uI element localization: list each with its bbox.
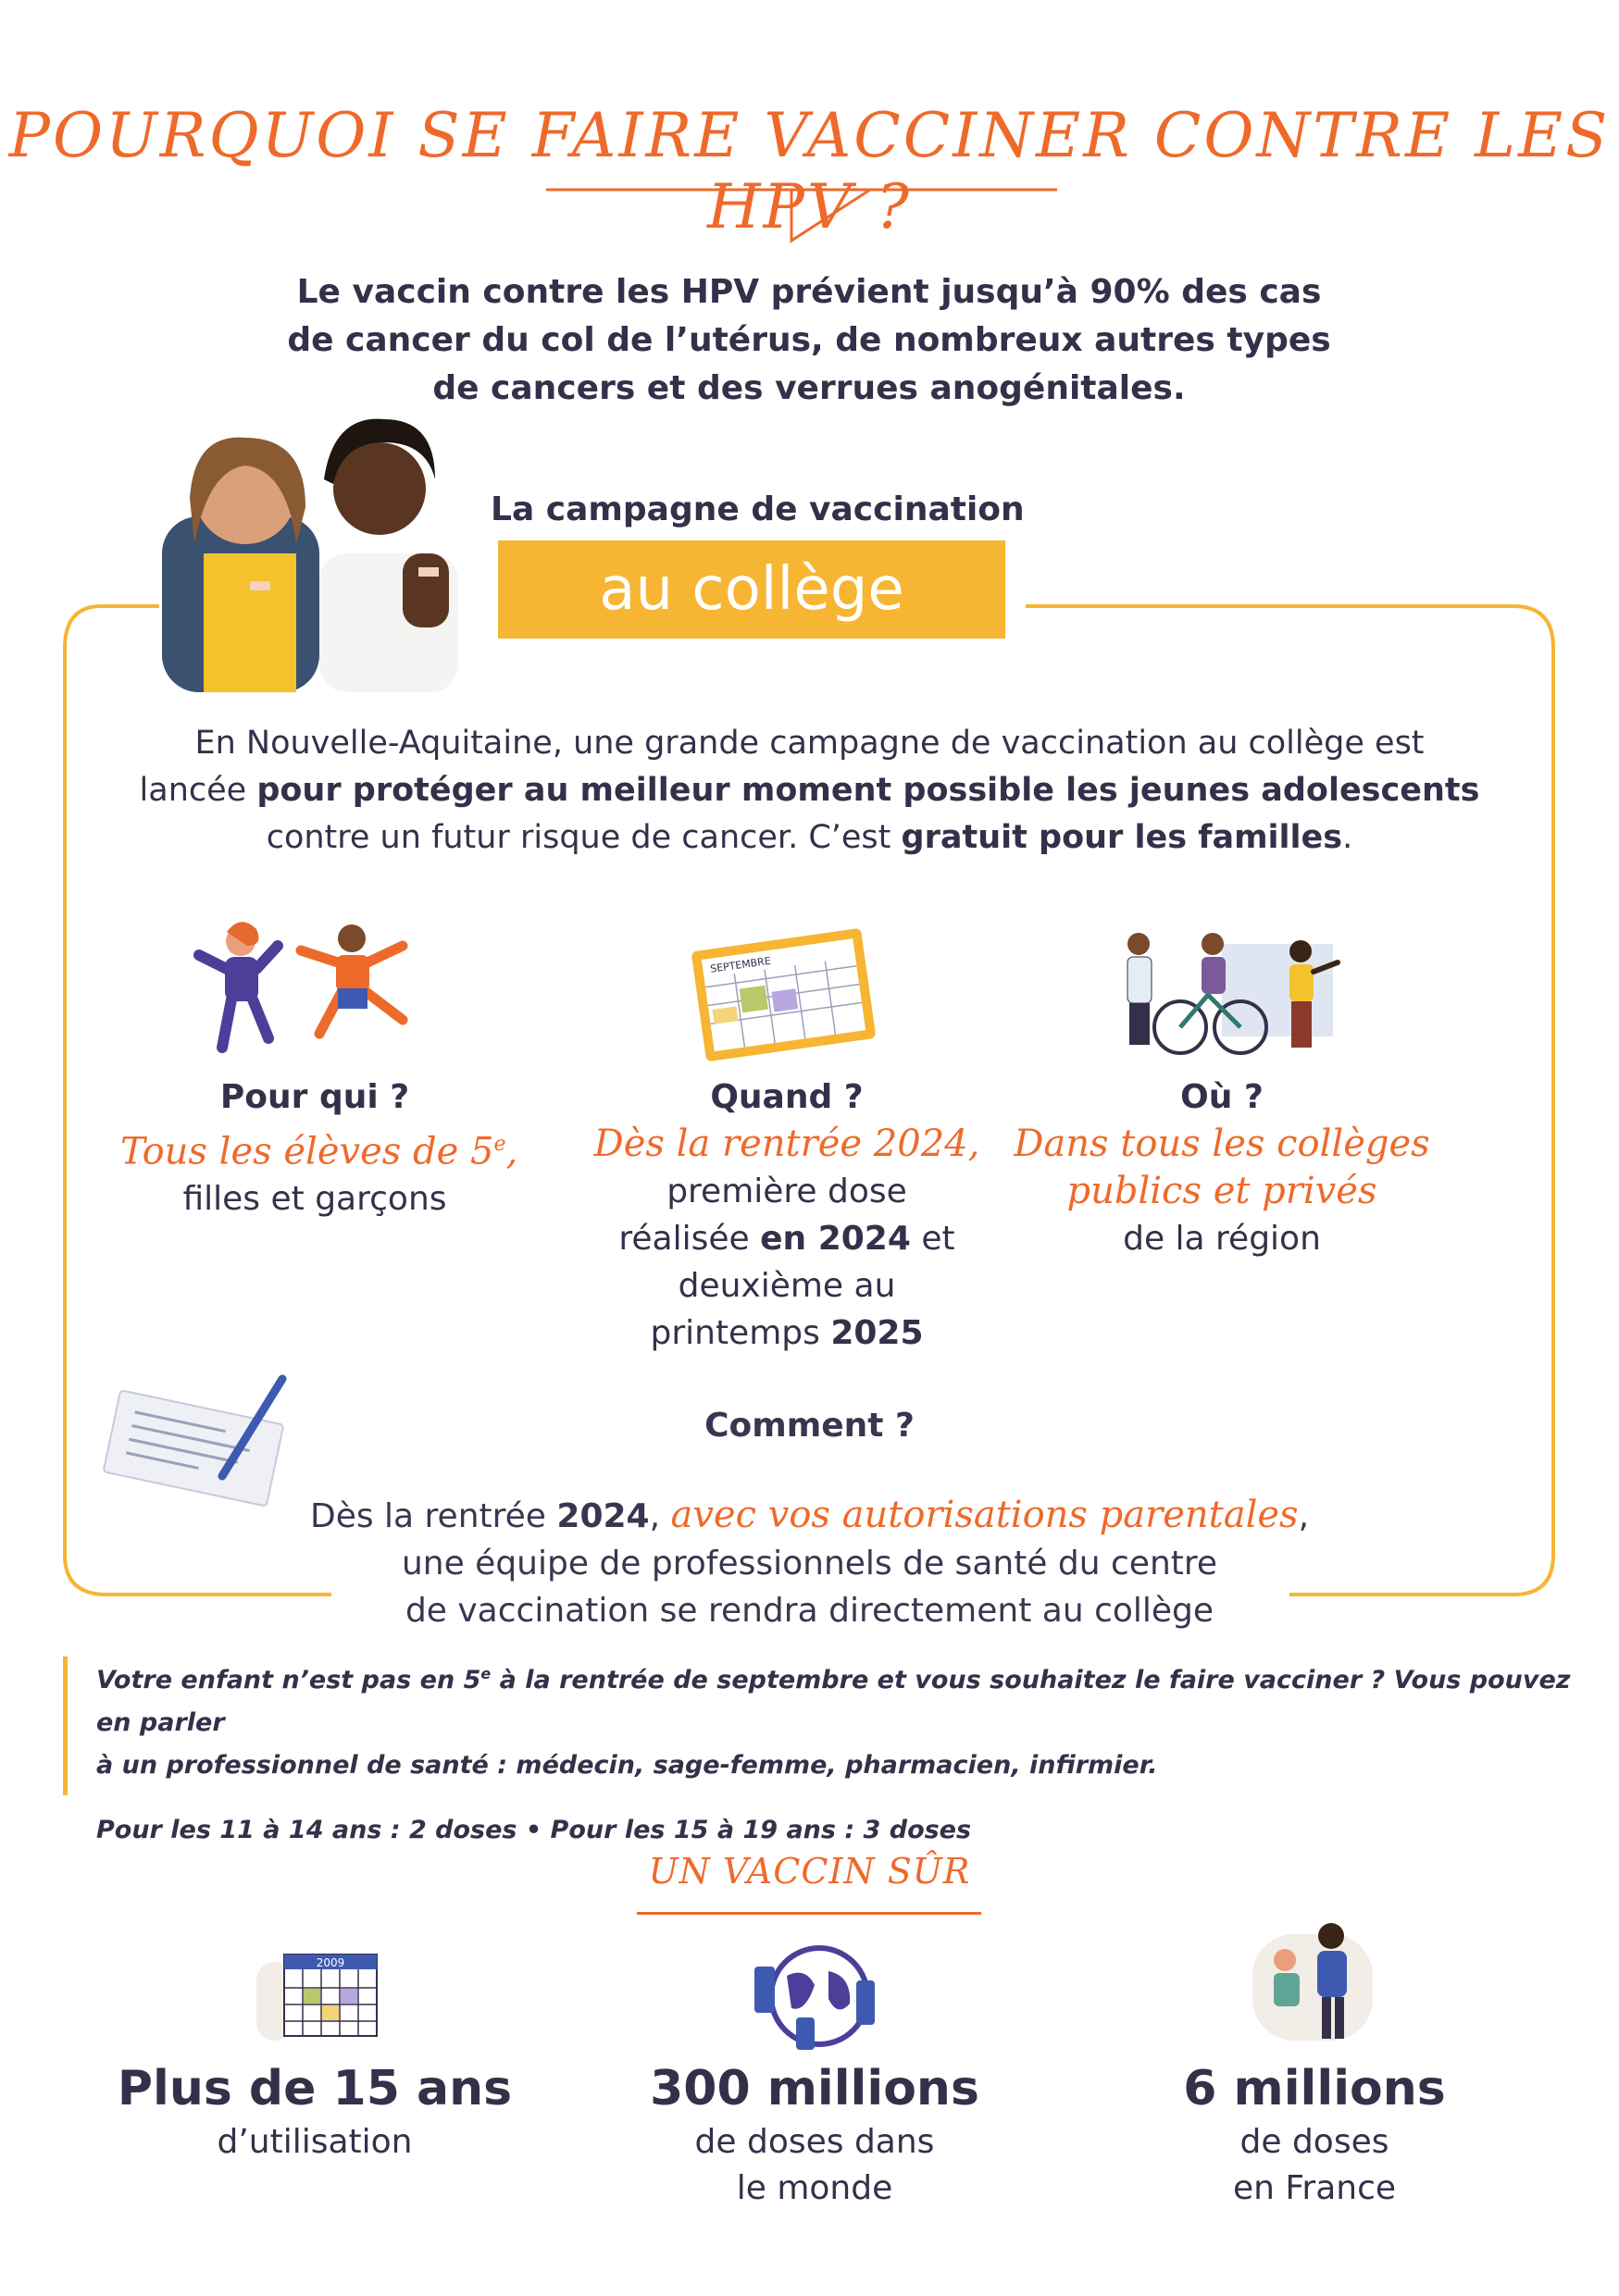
- dose-schedule: Pour les 11 à 14 ans : 2 doses • Pour les 15 à 19 ans : 3 doses: [96, 1816, 972, 1844]
- jumping-kids-illustration: [190, 918, 421, 1057]
- intro-text: Le vaccin contre les HPV prévient jusqu’à 90% des cas de cancer du col de l’utérus, de nombreux autres types de cancers et des verrues anogénitales.: [287, 273, 1331, 407]
- how-heading: Comment ?: [704, 1407, 915, 1445]
- stat-france-doses: 6 millions de doses en France: [1183, 2061, 1446, 2207]
- calendar-year-label: 2009: [316, 1956, 345, 1969]
- note-accent-bar: [63, 1657, 68, 1795]
- globe-vaccines-icon: [750, 1939, 879, 2050]
- healthcare-worker-icon: [1248, 1916, 1377, 2045]
- where-column: Où ? Dans tous les collèges publics et privés de la région: [1009, 1074, 1435, 1262]
- when-heading: Quand ?: [710, 1078, 864, 1116]
- page-title: POURQUOI SE FAIRE VACCINER CONTRE LES HPV ?: [8, 100, 1611, 242]
- campaign-description: En Nouvelle-Aquitaine, une grande campagne de vaccination au collège est lancée pour protéger au meilleur moment possible les jeunes adolescents contre un futur risque de cancer. C’est gratuit pour les familles.: [139, 725, 1480, 856]
- when-column: Quand ? Dès la rentrée 2024, première dose réalisée en 2024 et deuxième au printemps 2025: [574, 1074, 1000, 1357]
- stat-usage: Plus de 15 ans d’utilisation: [117, 2061, 513, 2161]
- calendar-2009-icon: [252, 1943, 381, 2045]
- calendar-illustration: [687, 925, 881, 1064]
- campaign-label: La campagne de vaccination: [491, 490, 1025, 528]
- safe-heading-underline: [637, 1912, 981, 1915]
- campaign-badge: au collège: [498, 540, 1005, 639]
- older-children-note: Votre enfant n’est pas en 5e à la rentrée de septembre et vous souhaitez le faire vacciner ? Vous pouvez en parler à un professionnel de santé : médecin, sage-femme, pharmacien, infirmier. Pour les 11 à 14 ans : 2 doses • Pour les 15 à 19 ans : 3 doses: [96, 1653, 1577, 1852]
- who-heading: Pour qui ?: [219, 1078, 410, 1116]
- where-text: de la région: [1123, 1220, 1321, 1258]
- who-highlight: Tous les élèves de 5e,: [120, 1130, 518, 1173]
- safe-vaccine-heading: UN VACCIN SÛR: [648, 1851, 971, 1892]
- school-scene-illustration: [1111, 907, 1351, 1064]
- how-text: Dès la rentrée 2024, avec vos autorisations parentales, une équipe de professionnels de santé du centre de vaccination se rendra directement au collège: [309, 1494, 1310, 1630]
- who-column: [120, 1074, 518, 1222]
- where-heading: Où ?: [1180, 1078, 1264, 1116]
- when-highlight: Dès la rentrée 2024,: [593, 1123, 980, 1165]
- calendar-month-label: SEPTEMBRE: [709, 954, 772, 975]
- who-text: filles et garçons: [182, 1180, 447, 1219]
- stat-world-doses: 300 millions de doses dans le monde: [650, 2061, 979, 2207]
